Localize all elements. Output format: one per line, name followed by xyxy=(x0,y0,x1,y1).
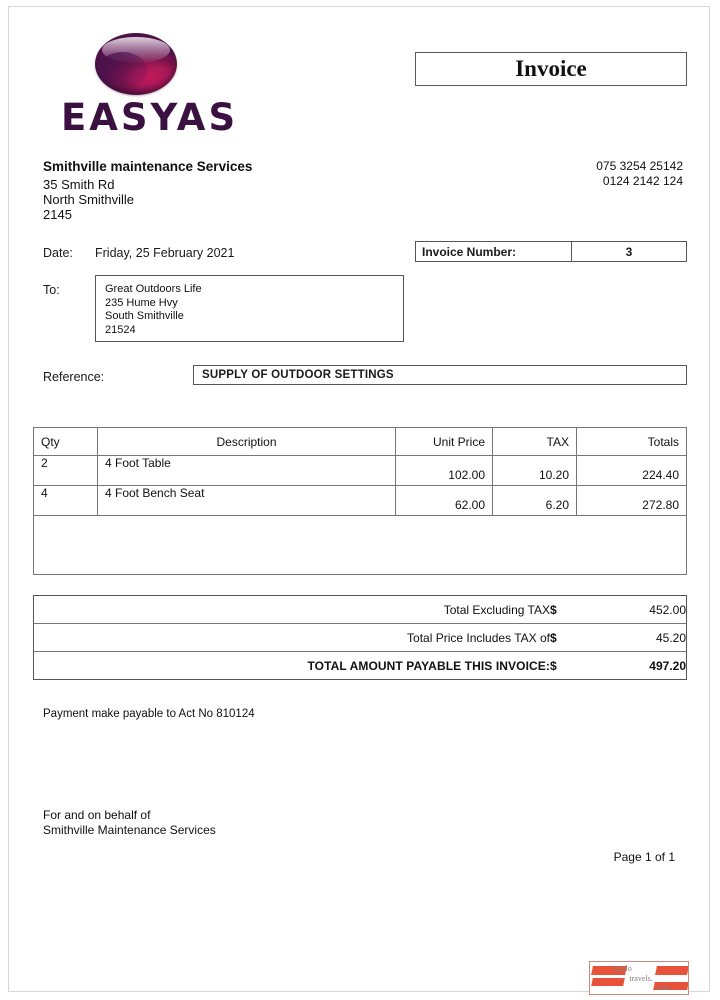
invoice-number-value: 3 xyxy=(625,244,633,259)
recipient-address-box xyxy=(95,275,404,342)
totals-value-excluding-tax: 452.00 xyxy=(576,596,687,624)
invoice-page xyxy=(8,6,710,992)
recipient-label: To: xyxy=(43,283,60,297)
table-empty-spacer-row xyxy=(34,516,687,575)
watermark-line-1: paulo xyxy=(614,964,632,973)
totals-value-grand-total: 497.20 xyxy=(576,652,687,680)
cell-tax: 10.20 xyxy=(493,456,577,486)
page-number: Page 1 of 1 xyxy=(613,850,675,864)
company-address-row xyxy=(33,159,687,231)
reference-label: Reference: xyxy=(43,370,105,384)
recipient-postcode: 21524 xyxy=(105,323,136,336)
totals-table xyxy=(33,595,687,680)
payment-note: Payment make payable to Act No 810124 xyxy=(43,708,255,720)
watermark-line-3: com xyxy=(656,983,670,992)
company-postcode: 2145 xyxy=(43,207,72,222)
totals-row-tax-included xyxy=(34,624,687,652)
logo-wordmark: EASYAS xyxy=(61,96,239,139)
totals-value-tax-included: 45.20 xyxy=(576,624,687,652)
recipient-name: Great Outdoors Life xyxy=(105,283,202,295)
signoff-line-1: For and on behalf of xyxy=(43,808,151,822)
invoice-title-box xyxy=(415,52,687,86)
page-content xyxy=(33,21,687,981)
company-logo xyxy=(59,33,259,139)
watermark-text xyxy=(610,964,672,993)
cell-tax: 6.20 xyxy=(493,486,577,516)
table-header-row xyxy=(34,428,687,456)
currency-symbol: $ xyxy=(550,596,576,624)
company-address-line2: North Smithville xyxy=(43,192,135,207)
reference-value: SUPPLY OF OUTDOOR SETTINGS xyxy=(202,369,394,381)
column-header-totals: Totals xyxy=(577,428,687,456)
empty-spacer-cell xyxy=(34,516,687,575)
signoff-line-2: Smithville Maintenance Services xyxy=(43,823,216,837)
totals-label-excluding-tax: Total Excluding TAX xyxy=(34,596,551,624)
cell-total: 272.80 xyxy=(577,486,687,516)
column-header-qty: Qty xyxy=(34,428,98,456)
invoice-number-label: Invoice Number: xyxy=(416,242,572,261)
date-invoice-number-row xyxy=(33,241,687,271)
company-address-block xyxy=(43,159,252,222)
currency-symbol: $ xyxy=(550,652,576,680)
totals-row-grand-total xyxy=(34,652,687,680)
document-header xyxy=(33,21,687,139)
date-label: Date: xyxy=(43,246,73,260)
glossy-ellipse-icon xyxy=(95,33,177,95)
company-address-line1: 35 Smith Rd xyxy=(43,177,115,192)
table-row xyxy=(34,486,687,516)
cell-qty: 4 xyxy=(34,486,98,516)
company-phone-2: 0124 2142 124 xyxy=(602,174,683,188)
recipient-address-line2: South Smithville xyxy=(105,310,184,322)
date-value: Friday, 25 February 2021 xyxy=(95,246,235,260)
cell-qty: 2 xyxy=(34,456,98,486)
cell-description: 4 Foot Table xyxy=(98,456,396,486)
line-items-table xyxy=(33,427,687,575)
recipient-address-line1: 235 Hume Hvy xyxy=(105,296,178,309)
company-phone-block xyxy=(596,159,683,189)
table-row xyxy=(34,456,687,486)
totals-row-excluding-tax xyxy=(34,596,687,624)
reference-row xyxy=(33,365,687,395)
recipient-row xyxy=(33,275,687,347)
cell-total: 224.40 xyxy=(577,456,687,486)
column-header-tax: TAX xyxy=(493,428,577,456)
cell-unit-price: 62.00 xyxy=(396,486,493,516)
reference-value-box xyxy=(193,365,687,385)
cell-description: 4 Foot Bench Seat xyxy=(98,486,396,516)
page-title: Invoice xyxy=(515,56,587,81)
watermark-logo xyxy=(589,961,689,995)
company-name: Smithville maintenance Services xyxy=(43,159,253,174)
column-header-unit-price: Unit Price xyxy=(396,428,493,456)
signoff-block xyxy=(33,808,687,838)
currency-symbol: $ xyxy=(550,624,576,652)
totals-label-grand-total: TOTAL AMOUNT PAYABLE THIS INVOICE: xyxy=(34,652,551,680)
totals-label-tax-included: Total Price Includes TAX of xyxy=(34,624,551,652)
cell-unit-price: 102.00 xyxy=(396,456,493,486)
watermark-line-2: travels. xyxy=(629,973,653,983)
column-header-description: Description xyxy=(98,428,396,456)
company-phone-1: 075 3254 25142 xyxy=(596,159,683,173)
invoice-number-box xyxy=(415,241,687,262)
